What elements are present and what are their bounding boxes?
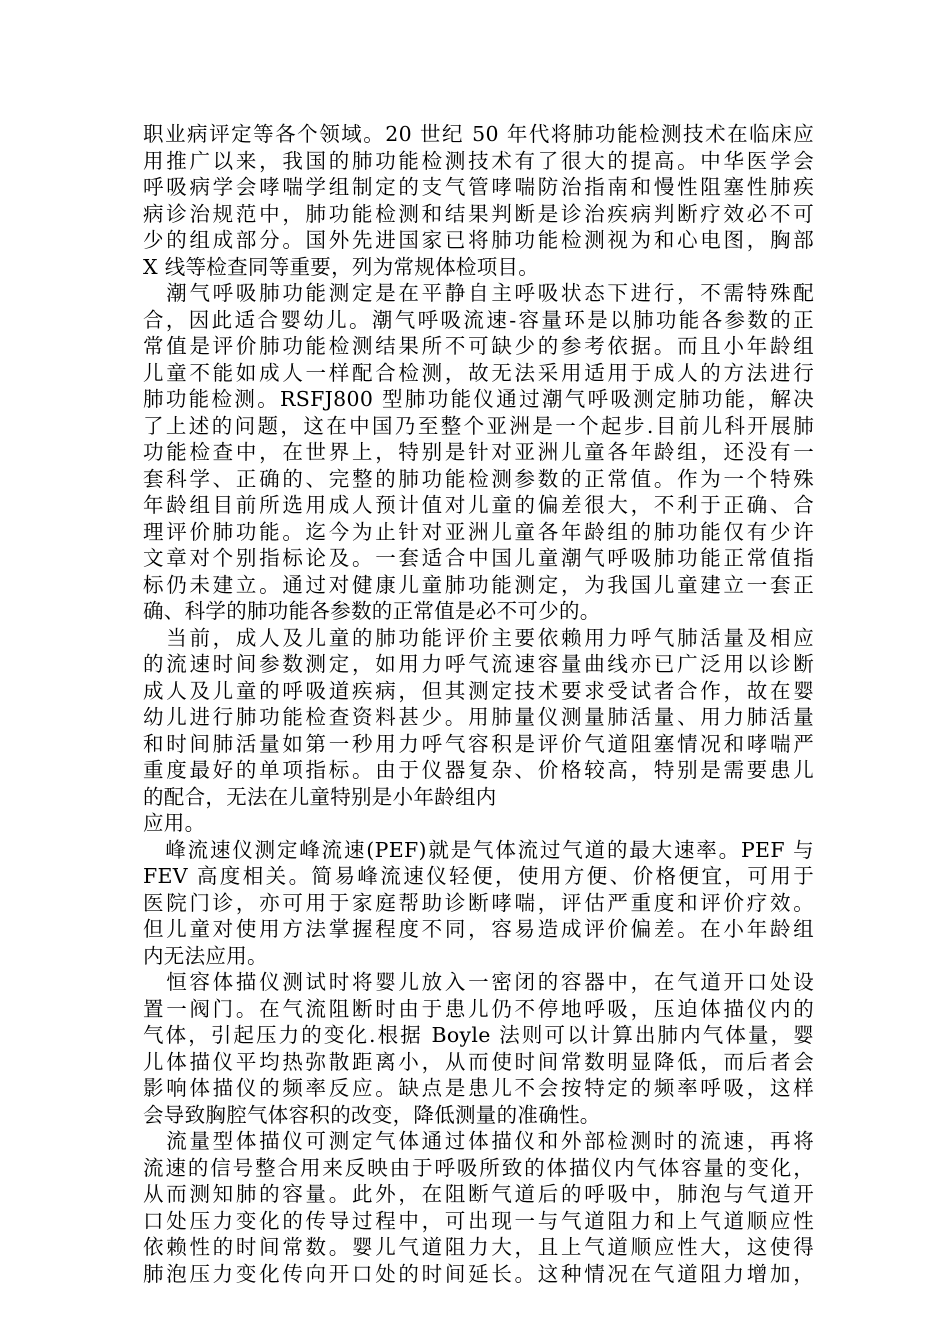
- paragraph: [143, 969, 814, 1128]
- text-line: 气体，引起压力的变化.根据 Boyle 法则可以计算出肺内气体量，婴: [143, 1023, 814, 1047]
- text-line: 当前，成人及儿童的肺功能评价主要依赖用力呼气肺活量及相应: [143, 625, 814, 650]
- text-line: 职业病评定等各个领域。20 世纪 50 年代将肺功能检测技术在临床应: [143, 122, 814, 146]
- paragraph: [143, 837, 814, 970]
- text-line: 合，因此适合婴幼儿。潮气呼吸流速-容量环是以肺功能各参数的正: [143, 307, 814, 332]
- text-line: 影响体描仪的频率反应。缺点是患儿不会按特定的频率呼吸，这样: [143, 1076, 814, 1100]
- text-line: 病诊治规范中，肺功能检测和结果判断是诊治疾病判断疗效必不可: [143, 201, 814, 226]
- text-line: 的流速时间参数测定，如用力呼气流速容量曲线亦已广泛用以诊断: [143, 652, 814, 676]
- text-line: 从而测知肺的容量。此外，在阻断气道后的呼吸中，肺泡与气道开: [143, 1182, 814, 1206]
- paragraph: [143, 625, 814, 837]
- text-line: 和时间肺活量如第一秒用力呼气容积是评价气道阻塞情况和哮喘严: [143, 731, 814, 756]
- text-line: 用推广以来，我国的肺功能检测技术有了很大的提高。中华医学会: [143, 148, 814, 173]
- text-line: 内无法应用。: [143, 943, 268, 968]
- text-line: 会导致胸腔气体容积的改变，降低测量的准确性。: [143, 1102, 601, 1127]
- text-line: 医院门诊，亦可用于家庭帮助诊断哮喘，评估严重度和评价疗效。: [143, 890, 814, 915]
- text-line: 峰流速仪测定峰流速(PEF)就是气体流过气道的最大速率。PEF 与: [143, 837, 814, 862]
- text-line: 置一阀门。在气流阻断时由于患儿仍不停地呼吸，压迫体描仪内的: [143, 996, 814, 1021]
- text-line: 重度最好的单项指标。由于仪器复杂、价格较高，特别是需要患儿: [143, 758, 814, 782]
- text-line: 口处压力变化的传导过程中，可出现一与气道阻力和上气道顺应性: [143, 1208, 814, 1233]
- text-line: 文章对个别指标论及。一套适合中国儿童潮气呼吸肺功能正常值指: [143, 546, 814, 570]
- text-line: 恒容体描仪测试时将婴儿放入一密闭的容器中，在气道开口处设: [143, 970, 814, 994]
- paragraph: [143, 1128, 814, 1287]
- text-line: 但儿童对使用方法掌握程度不同，容易造成评价偏差。在小年龄组: [143, 917, 814, 941]
- text-line: FEV 高度相关。简易峰流速仪轻便，使用方便、价格便宜，可用于: [143, 864, 814, 888]
- text-line: 年龄组目前所选用成人预计值对儿童的偏差很大，不利于正确、合: [143, 493, 814, 517]
- text-line: 流速的信号整合用来反映由于呼吸所致的体描仪内气体容量的变化，: [143, 1155, 814, 1180]
- text-line: 应用。: [143, 811, 206, 835]
- text-line: 儿体描仪平均热弥散距离小，从而使时间常数明显降低，而后者会: [143, 1049, 814, 1074]
- text-line: 流量型体描仪可测定气体通过体描仪和外部检测时的流速，再将: [143, 1129, 814, 1153]
- document-page: [143, 121, 814, 1287]
- text-line: 肺泡压力变化传向开口处的时间延长。这种情况在气道阻力增加，: [143, 1261, 814, 1286]
- text-line: 潮气呼吸肺功能测定是在平静自主呼吸状态下进行，不需特殊配: [143, 281, 814, 305]
- text-line: 功能检查中，在世界上，特别是针对亚洲儿童各年龄组，还没有一: [143, 440, 814, 464]
- text-line: 常值是评价肺功能检测结果所不可缺少的参考依据。而且小年龄组: [143, 334, 814, 358]
- text-line: 幼儿进行肺功能检查资料甚少。用肺量仪测量肺活量、用力肺活量: [143, 705, 814, 729]
- paragraph: [143, 121, 814, 280]
- text-line: 呼吸病学会哮喘学组制定的支气管哮喘防治指南和慢性阻塞性肺疾: [143, 175, 814, 199]
- text-line: 理评价肺功能。迄今为止针对亚洲儿童各年龄组的肺功能仅有少许: [143, 519, 814, 544]
- paragraph: [143, 280, 814, 625]
- text-line: 了上述的问题，这在中国乃至整个亚洲是一个起步.目前儿科开展肺: [143, 413, 814, 438]
- text-line: 标仍未建立。通过对健康儿童肺功能测定，为我国儿童建立一套正: [143, 572, 814, 597]
- text-line: 的配合，无法在儿童特别是小年龄组内: [143, 784, 497, 809]
- text-line: 成人及儿童的呼吸道疾病，但其测定技术要求受试者合作，故在婴: [143, 678, 814, 703]
- text-line: 少的组成部分。国外先进国家已将肺功能检测视为和心电图，胸部: [143, 228, 814, 252]
- text-line: 依赖性的时间常数。婴儿气道阻力大，且上气道顺应性大，这使得: [143, 1235, 814, 1259]
- text-line: 儿童不能如成人一样配合检测，故无法采用适用于成人的方法进行: [143, 360, 814, 385]
- text-line: 确、科学的肺功能各参数的正常值是必不可少的。: [143, 599, 601, 623]
- text-line: 套科学、正确的、完整的肺功能检测参数的正常值。作为一个特殊: [143, 466, 814, 491]
- text-line: 肺功能检测。RSFJ800 型肺功能仪通过潮气呼吸测定肺功能，解决: [143, 387, 814, 411]
- text-line: X 线等检查同等重要，列为常规体检项目。: [143, 254, 540, 279]
